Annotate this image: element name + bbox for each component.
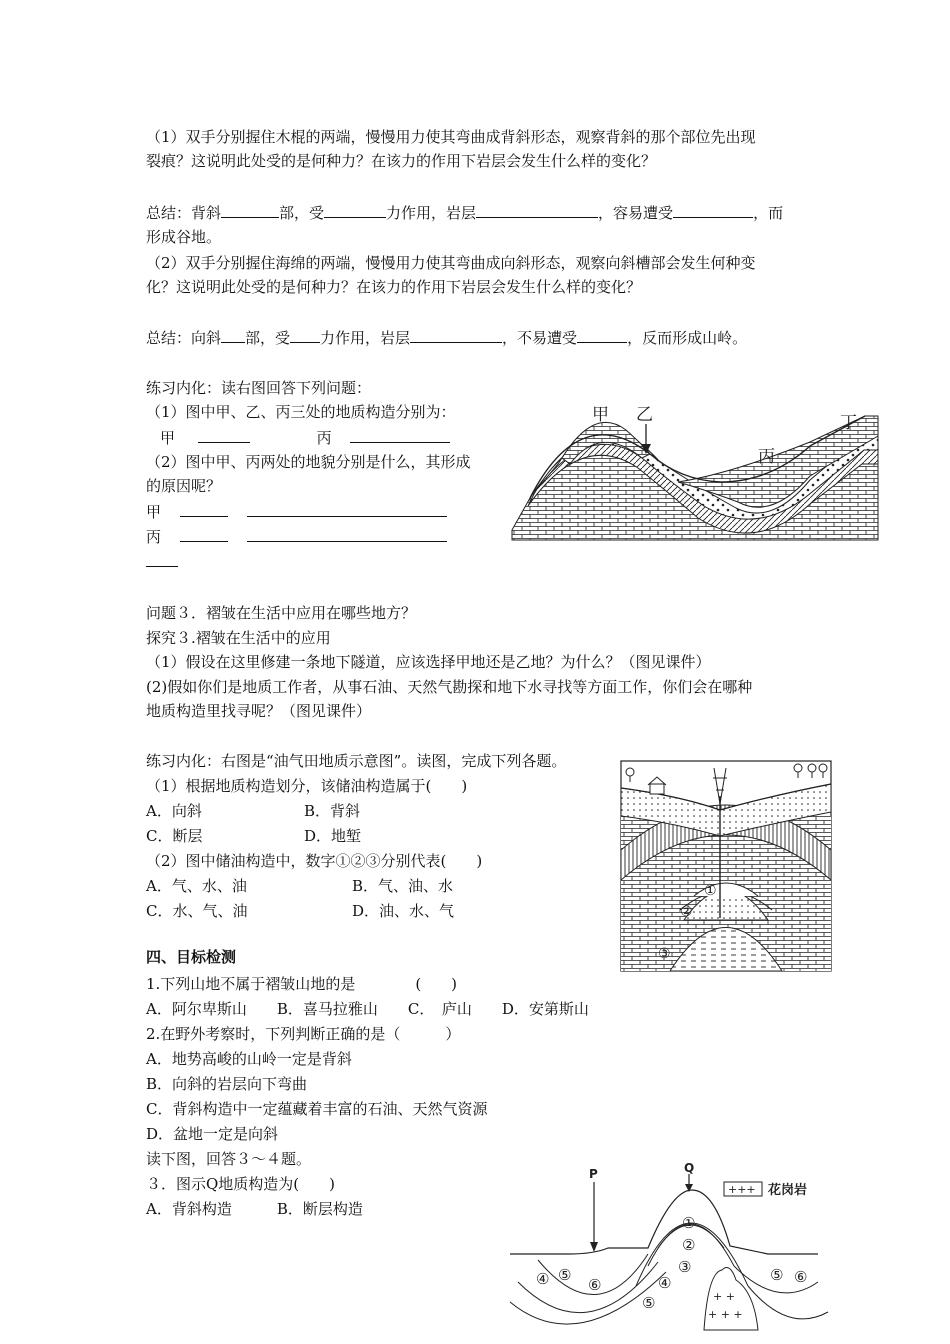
fig-label-ding: 丁 bbox=[840, 413, 857, 433]
answer-blank[interactable] bbox=[146, 552, 178, 567]
q2-line2: 化？这说明此处受的是何种力？在该力的作用下岩层会发生什么样的变化？ bbox=[146, 278, 642, 296]
answer-blank[interactable] bbox=[221, 203, 279, 218]
practice2-q2-options-ab bbox=[146, 876, 454, 896]
practice2-q1-options-cd bbox=[146, 826, 362, 846]
option-c[interactable]: C．断层 bbox=[146, 827, 203, 845]
s4-q3-options[interactable]: A．背斜构造 B．断层构造 bbox=[146, 1200, 363, 1218]
summary-syncline bbox=[146, 328, 747, 348]
summary-text: 部，受 bbox=[279, 204, 325, 222]
s4-q2-option-c[interactable]: C．背斜构造中一定蕴藏着丰富的石油、天然气资源 bbox=[146, 1100, 488, 1118]
fig-num-6: ⑥ bbox=[794, 1268, 808, 1286]
practice1-title: 练习内化：读右图回答下列问题： bbox=[146, 379, 372, 397]
answer-blank[interactable] bbox=[324, 203, 386, 218]
label-jia: 甲 bbox=[146, 503, 162, 521]
summary-anticline-line2: 形成谷地。 bbox=[146, 228, 222, 246]
answer-blank[interactable] bbox=[221, 328, 245, 343]
s4-q1-options[interactable]: A．阿尔卑斯山 B．喜马拉雅山 C． 庐山 D．安第斯山 bbox=[146, 1000, 589, 1018]
label-q: Q bbox=[684, 1162, 695, 1175]
explore-q2-line2: 地质构造里找寻呢？（图见课件） bbox=[146, 702, 372, 720]
explore-3: 探究３.褶皱在生活中的应用 bbox=[146, 629, 331, 647]
fig-label-1: ① bbox=[704, 883, 717, 899]
option-d[interactable]: D．地堑 bbox=[304, 827, 362, 845]
svg-text:+ + +: + + + bbox=[708, 1308, 743, 1321]
practice2-q1-options-ab bbox=[146, 801, 361, 821]
s4-q2-option-d[interactable]: D．盆地一定是向斜 bbox=[146, 1125, 279, 1143]
summary-text: ，反而形成山岭。 bbox=[627, 329, 748, 347]
fig-num-4: ④ bbox=[536, 1270, 550, 1288]
explore-q1: （1）假设在这里修建一条地下隧道，应该选择甲地还是乙地？为什么？（图见课件） bbox=[146, 653, 711, 671]
answer-blank[interactable] bbox=[577, 328, 627, 343]
summary-text: 力作用，岩层 bbox=[320, 329, 411, 347]
option-a[interactable]: A．向斜 bbox=[146, 802, 202, 820]
answer-blank[interactable] bbox=[673, 203, 753, 218]
label-p: P bbox=[589, 1167, 598, 1181]
practice1-q2-line1: （2）图中甲、丙两处的地貌分别是什么，其形成 bbox=[146, 453, 471, 471]
practice2-q2: （2）图中储油构造中，数字①②③分别代表( ) bbox=[146, 852, 483, 870]
option-a[interactable]: A．气、水、油 bbox=[146, 877, 247, 895]
summary-text: 力作用，岩层 bbox=[386, 204, 477, 222]
label-bing: 丙 bbox=[316, 429, 332, 447]
legend-mark: +++ bbox=[728, 1183, 756, 1196]
fig-num-1: ① bbox=[682, 1214, 696, 1232]
answer-blank[interactable] bbox=[290, 328, 320, 343]
practice2-q1: （1）根据地质构造划分，该储油构造属于( ) bbox=[146, 777, 468, 795]
practice1-q2-line2: 的原因呢？ bbox=[146, 477, 222, 495]
option-b[interactable]: B．背斜 bbox=[304, 802, 361, 820]
section4-heading: 四、目标检测 bbox=[146, 948, 237, 966]
fig-num-5: ⑤ bbox=[558, 1266, 572, 1284]
problem-3: 问题３．褶皱在生活中应用在哪些地方？ bbox=[146, 604, 417, 622]
summary-text: ，不易遭受 bbox=[502, 329, 578, 347]
s4-q3: ３．图示Q地质构造为( ) bbox=[146, 1175, 336, 1193]
option-c[interactable]: C．水、气、油 bbox=[146, 902, 248, 920]
answer-blank[interactable] bbox=[180, 502, 228, 517]
s4-q2-option-b[interactable]: B．向斜的岩层向下弯曲 bbox=[146, 1075, 308, 1093]
summary-text: 总结：向斜 bbox=[146, 329, 222, 347]
fig-num-5: ⑤ bbox=[770, 1266, 784, 1284]
fig-label-jia: 甲 bbox=[592, 405, 609, 425]
fig-num-2: ② bbox=[682, 1236, 696, 1254]
granite-diagram bbox=[508, 1162, 838, 1334]
s4-q1: 1.下列山地不属于褶皱山地的是 ( ) bbox=[146, 975, 458, 993]
oilfield-diagram bbox=[620, 760, 832, 972]
practice1-extra-line bbox=[146, 552, 178, 572]
option-d[interactable]: D．油、水、气 bbox=[352, 902, 455, 920]
summary-text: ，容易遭受 bbox=[598, 204, 674, 222]
fig-label-bing: 丙 bbox=[758, 447, 775, 467]
answer-blank[interactable] bbox=[180, 527, 228, 542]
fig-num-4: ④ bbox=[658, 1274, 672, 1292]
svg-text:+ +: + + bbox=[713, 1290, 735, 1303]
fig-label-yi: 乙 bbox=[636, 405, 653, 425]
practice2-title: 练习内化：右图是“油气田地质示意图”。读图，完成下列各题。 bbox=[146, 752, 567, 770]
practice1-q1: （1）图中甲、乙、丙三处的地质构造分别为： bbox=[146, 403, 456, 421]
answer-blank[interactable] bbox=[410, 328, 502, 343]
fold-diagram bbox=[510, 402, 882, 542]
s4-q2: 2.在野外考察时，下列判断正确的是（ ） bbox=[146, 1025, 461, 1043]
practice1-q1-answers bbox=[160, 428, 450, 448]
fig-num-5: ⑤ bbox=[642, 1294, 656, 1312]
fig-num-3: ③ bbox=[678, 1258, 692, 1276]
fig-num-6: ⑥ bbox=[588, 1276, 602, 1294]
fig-label-3: ③ bbox=[658, 946, 671, 962]
explore-q2-line1: (2)假如你们是地质工作者，从事石油、天然气勘探和地下水寻找等方面工作，你们会在哪种 bbox=[146, 678, 753, 696]
practice1-jia-answer bbox=[146, 502, 447, 522]
q1-line1: （1）双手分别握住木棍的两端，慢慢用力使其弯曲成背斜形态，观察背斜的那个部位先出现 bbox=[146, 128, 756, 146]
label-jia: 甲 bbox=[160, 429, 176, 447]
summary-anticline bbox=[146, 203, 783, 223]
answer-blank[interactable] bbox=[198, 428, 250, 443]
s4-read: 读下图，回答３～４题。 bbox=[146, 1150, 312, 1168]
answer-blank[interactable] bbox=[247, 527, 447, 542]
option-b[interactable]: B．气、油、水 bbox=[352, 877, 454, 895]
answer-blank[interactable] bbox=[247, 502, 447, 517]
summary-text: 总结：背斜 bbox=[146, 204, 222, 222]
q1-line2: 裂痕？这说明此处受的是何种力？在该力的作用下岩层会发生什么样的变化？ bbox=[146, 152, 657, 170]
label-bing: 丙 bbox=[146, 528, 162, 546]
practice2-q2-options-cd bbox=[146, 901, 455, 921]
answer-blank[interactable] bbox=[350, 428, 450, 443]
q2-line1: （2）双手分别握住海绵的两端，慢慢用力使其弯曲成向斜形态，观察向斜槽部会发生何种变 bbox=[146, 254, 756, 272]
summary-text: 部，受 bbox=[245, 329, 291, 347]
legend-granite: 花岗岩 bbox=[768, 1183, 808, 1198]
s4-q2-option-a[interactable]: A．地势高峻的山岭一定是背斜 bbox=[146, 1050, 352, 1068]
answer-blank[interactable] bbox=[476, 203, 598, 218]
practice1-bing-answer bbox=[146, 527, 447, 547]
fig-label-2: ② bbox=[680, 904, 693, 920]
summary-text: ，而 bbox=[753, 204, 784, 222]
